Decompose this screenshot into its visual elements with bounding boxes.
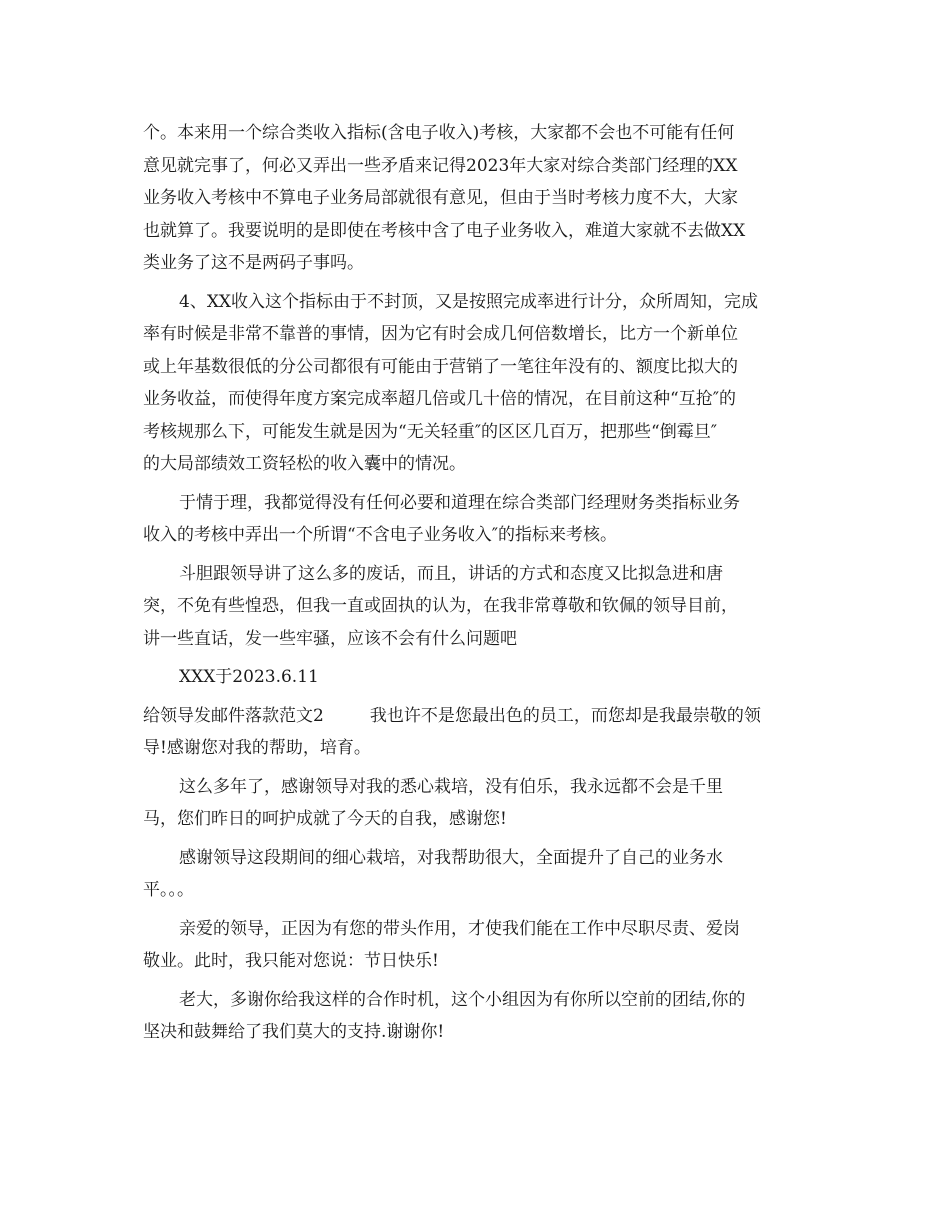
text-line: 收入的考核中弄出一个所谓“不含电子业务收入″的指标来考核。 bbox=[143, 525, 618, 545]
text-line: 考核规那么下，可能发生就是因为“无关轻重″的区区几百万，把那些“倒霉旦″ bbox=[143, 421, 718, 442]
paragraph-1 bbox=[143, 117, 811, 280]
paragraph-10 bbox=[143, 984, 811, 1049]
text-line: 讲一些直话，发一些牢骚，应该不会有什么问题吧 bbox=[143, 628, 517, 649]
text-line: 或上年基数很低的分公司都很有可能由于营销了一笔往年没有的、额度比拟大的 bbox=[143, 356, 738, 377]
text-line: 敬业。此时，我只能对您说：节日快乐! bbox=[143, 951, 439, 971]
text-line: 业务收益，而使得年度方案完成率超几倍或几十倍的情况，在目前这种“互抢″的 bbox=[143, 389, 737, 409]
paragraph-3 bbox=[143, 487, 811, 552]
text-line: 4、XX收入这个指标由于不封顶，又是按照完成率进行计分，众所周知，完成 bbox=[179, 291, 759, 312]
text-line: 突，不免有些惶恐，但我一直或固执的认为，在我非常尊敬和钦佩的领导目前， bbox=[143, 596, 738, 616]
paragraph-4 bbox=[143, 558, 811, 656]
paragraph-7 bbox=[143, 771, 811, 836]
text-line: 亲爱的领导，正因为有您的带头作用，才使我们能在工作中尽职尽责、爱岗 bbox=[179, 918, 740, 939]
text-line: 平。。。 bbox=[143, 880, 194, 900]
text-line: 于情于理，我都觉得没有任何必要和道理在综合类部门经理财务类指标业务 bbox=[179, 492, 740, 513]
text-line: 感谢领导这段期间的细心栽培，对我帮助很大，全面提升了自己的业务水 bbox=[179, 847, 723, 868]
text-line bbox=[143, 700, 811, 733]
paragraph-8 bbox=[143, 842, 811, 907]
text-line: 斗胆跟领导讲了这么多的废话，而且，讲话的方式和态度又比拟急进和唐 bbox=[179, 563, 723, 584]
signature-date: XXX于2023.6.11 bbox=[179, 667, 319, 687]
text-line: 马，您们昨日的呵护成就了今天的自我，感谢您! bbox=[143, 809, 507, 829]
paragraph-9 bbox=[143, 913, 811, 978]
text-line: 意见就完事了，何必又弄出一些矛盾来记得2023年大家对综合类部门经理的XX bbox=[143, 155, 738, 176]
text-line: 坚决和鼓舞给了我们莫大的支持.谢谢你! bbox=[143, 1022, 445, 1042]
text-line: 率有时候是非常不靠普的事情，因为它有时会成几何倍数增长，比方一个新单位 bbox=[143, 324, 738, 344]
text-line: 导!感谢您对我的帮助，培育。 bbox=[143, 738, 371, 758]
signature-paragraph bbox=[143, 661, 811, 694]
text-line: 老大，多谢你给我这样的合作时机，这个小组因为有你所以空前的团结,你的 bbox=[179, 989, 746, 1010]
text-line: 个。本来用一个综合类收入指标(含电子收入)考核，大家都不会也不可能有任何 bbox=[143, 123, 735, 143]
document-body bbox=[143, 117, 811, 1055]
text-line: 业务收入考核中不算电子业务局部就很有意见，但由于当时考核力度不大，大家 bbox=[143, 188, 738, 208]
text-line: 类业务了这不是两码子事吗。 bbox=[143, 253, 364, 273]
text-line: 这么多年了，感谢领导对我的悉心栽培，没有伯乐，我永远都不会是千里 bbox=[179, 776, 723, 797]
heading-line-text: 我也许不是您最出色的员工，而您却是我最崇敬的领 bbox=[369, 705, 761, 726]
text-line: 也就算了。我要说明的是即使在考核中含了电子业务收入，难道大家就不去做XX bbox=[143, 220, 746, 241]
paragraph-6 bbox=[143, 700, 811, 765]
section-heading: 给领导发邮件落款范文2 bbox=[143, 705, 324, 726]
text-line: 的大局部绩效工资轻松的收入囊中的情况。 bbox=[143, 454, 466, 474]
paragraph-2 bbox=[143, 286, 811, 481]
